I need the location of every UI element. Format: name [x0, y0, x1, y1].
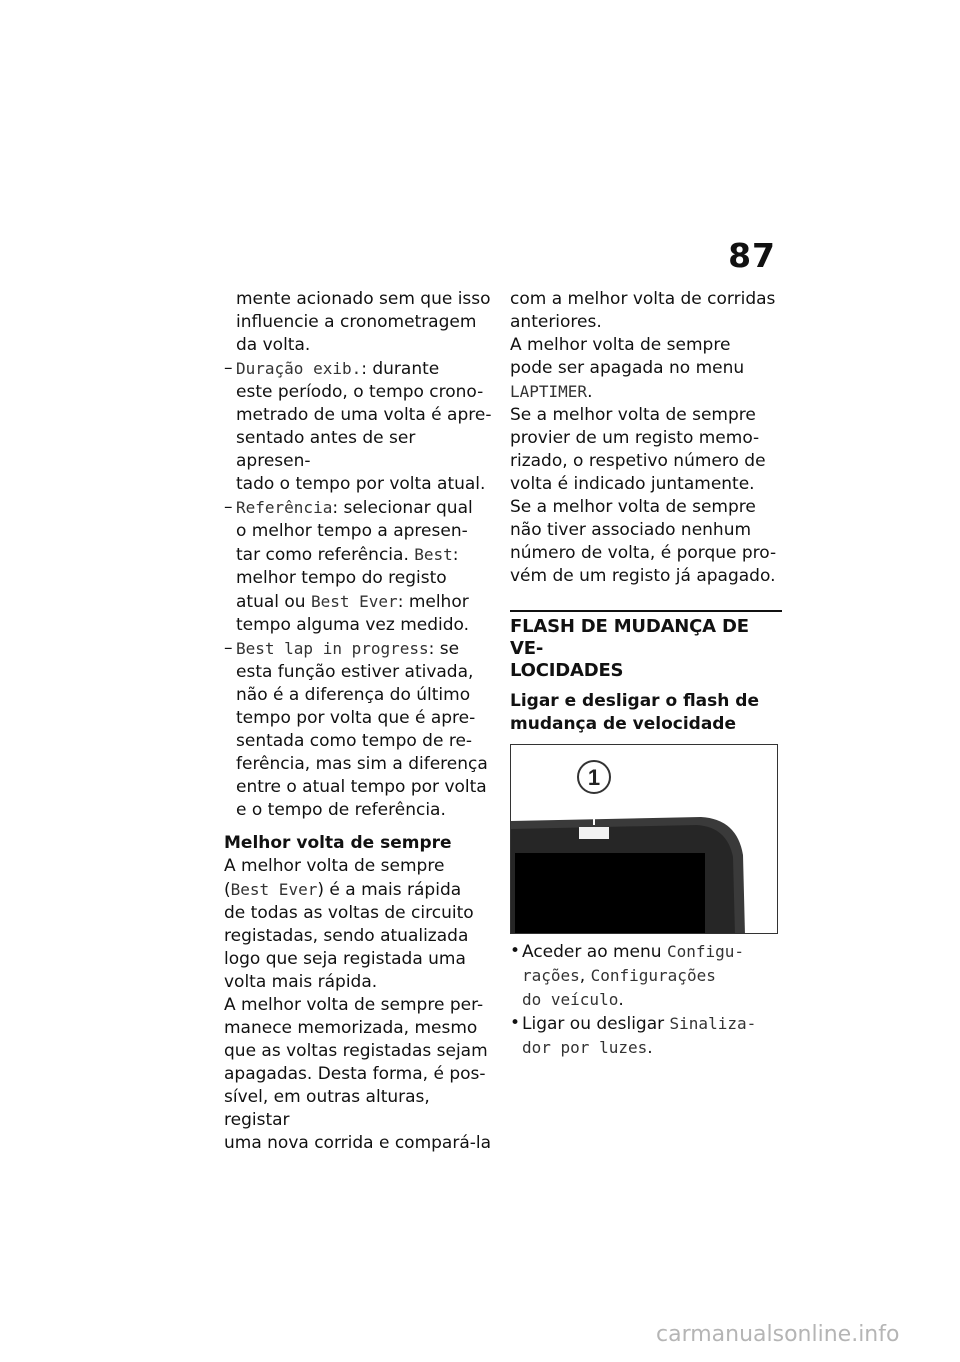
subheading-line: mudança de velocidade	[510, 714, 737, 734]
menu-term: Best lap in progress	[236, 639, 429, 658]
section-title	[510, 616, 782, 682]
text-line: tempo alguma vez medido.	[236, 615, 470, 635]
menu-term: Referência	[236, 498, 333, 517]
menu-term: Duração exib.	[236, 359, 362, 378]
text-line: atual ou	[236, 592, 311, 612]
section-divider	[510, 610, 782, 612]
text-line: volta é indicado juntamente.	[510, 474, 755, 494]
section-title-line: FLASH DE MUDANÇA DE VE-	[510, 616, 749, 659]
text-line: da volta.	[236, 335, 311, 355]
text-line: tempo por volta que é apre-	[236, 708, 476, 728]
text-line: sentado antes de ser apresen-	[236, 428, 416, 471]
menu-term: do veículo	[522, 990, 619, 1009]
shift-light-indicator	[579, 827, 609, 839]
continuation-text	[224, 288, 494, 357]
text-line: provier de um registo memo-	[510, 428, 760, 448]
text-line: A melhor volta de sempre	[224, 856, 445, 876]
left-column	[224, 288, 494, 1155]
text-line: manece memorizada, mesmo	[224, 1018, 478, 1038]
list-item-referencia	[224, 496, 494, 637]
menu-term: dor por luzes	[522, 1038, 648, 1057]
text-line: com a melhor volta de corridas	[510, 289, 776, 309]
text-line: ferência, mas sim a diferença	[236, 754, 488, 774]
text-line: sentada como tempo de re-	[236, 731, 473, 751]
menu-term: Sinaliza-	[669, 1014, 757, 1033]
text-line: ,	[579, 966, 591, 986]
text-line: não tiver associado nenhum	[510, 520, 752, 540]
text-line: influencie a cronometragem	[236, 312, 477, 332]
text-line: e o tempo de referência.	[236, 800, 446, 820]
text-line: melhor tempo do registo	[236, 568, 447, 588]
text-line: A melhor volta de sempre per-	[224, 995, 484, 1015]
text-line: Se a melhor volta de sempre	[510, 497, 756, 517]
text-line: anteriores.	[510, 312, 602, 332]
menu-term: Best Ever	[310, 592, 398, 611]
text-line: esta função estiver ativada,	[236, 662, 474, 682]
bullet-marker: •	[510, 1013, 521, 1033]
text-line: pode ser apagada no menu	[510, 358, 745, 378]
list-item-duracao	[224, 357, 494, 496]
text-line: A melhor volta de sempre	[510, 335, 731, 355]
section-title-line: LOCIDADES	[510, 660, 624, 681]
text-line: metrado de uma volta é apre-	[236, 405, 492, 425]
text-line: tado o tempo por volta atual.	[236, 474, 486, 494]
menu-term: Best Ever	[230, 880, 318, 899]
menu-term: Configu-	[666, 942, 745, 961]
text-line: entre o atual tempo por volta	[236, 777, 487, 797]
text-line: :	[452, 545, 459, 565]
callout-number: 1	[587, 765, 601, 790]
text-line: ) é a mais rápida	[317, 880, 462, 900]
text-line: Se a melhor volta de sempre	[510, 405, 756, 425]
watermark: carmanualsonline.info	[656, 1322, 900, 1347]
subheading-line: Ligar e desligar o flash de	[510, 691, 759, 711]
page-number: 87	[728, 236, 776, 275]
text-line: este período, o tempo crono-	[236, 382, 484, 402]
text-line: o melhor tempo a apresen-	[236, 521, 468, 541]
text-line: : durante	[361, 359, 440, 379]
text-line: Ligar ou desligar	[522, 1014, 670, 1034]
text-line: logo que seja registada uma	[224, 949, 466, 969]
bullet-marker: •	[510, 941, 521, 961]
text-line: de todas as voltas de circuito	[224, 903, 474, 923]
subheading	[510, 690, 782, 736]
text-line: sível, em outras alturas, registar	[224, 1087, 430, 1130]
menu-term: LAPTIMER	[510, 382, 588, 401]
text-line: não é a diferença do último	[236, 685, 471, 705]
bullet-item-toggle	[510, 1012, 782, 1060]
text-line: .	[618, 990, 624, 1010]
text-line: mente acionado sem que isso	[236, 289, 491, 309]
text-line: volta mais rápida.	[224, 972, 378, 992]
tft-display-illustration	[511, 745, 778, 934]
text-line: registadas, sendo atualizada	[224, 926, 469, 946]
dashboard-figure	[510, 744, 778, 934]
text-line: apagadas. Desta forma, é pos-	[224, 1064, 486, 1084]
right-column	[510, 288, 782, 1060]
text-line: (	[224, 880, 231, 900]
text-line: número de volta, é porque pro-	[510, 543, 777, 563]
bullet-item-menu	[510, 940, 782, 1012]
text-line: : se	[428, 639, 460, 659]
dash-marker: –	[224, 638, 233, 658]
text-line: tar como referência.	[236, 545, 415, 565]
text-line: uma nova corrida e compará-la	[224, 1133, 492, 1153]
list-item-best-lap	[224, 637, 494, 822]
text-line: que as voltas registadas sejam	[224, 1041, 488, 1061]
text-line: : melhor	[397, 592, 469, 612]
text-line: rizado, o respetivo número de	[510, 451, 766, 471]
dash-marker: –	[224, 497, 233, 517]
section-heading: Melhor volta de sempre	[224, 833, 452, 853]
menu-term: Best	[414, 545, 453, 564]
text-line: vém de um registo já apagado.	[510, 566, 776, 586]
menu-term: Configurações	[590, 966, 716, 985]
text-line: Aceder ao menu	[522, 942, 667, 962]
text-line: : selecionar qual	[332, 498, 473, 518]
text-line: .	[587, 382, 593, 402]
menu-term: rações	[522, 966, 580, 985]
text-line: .	[647, 1038, 653, 1058]
dash-marker: –	[224, 358, 233, 378]
